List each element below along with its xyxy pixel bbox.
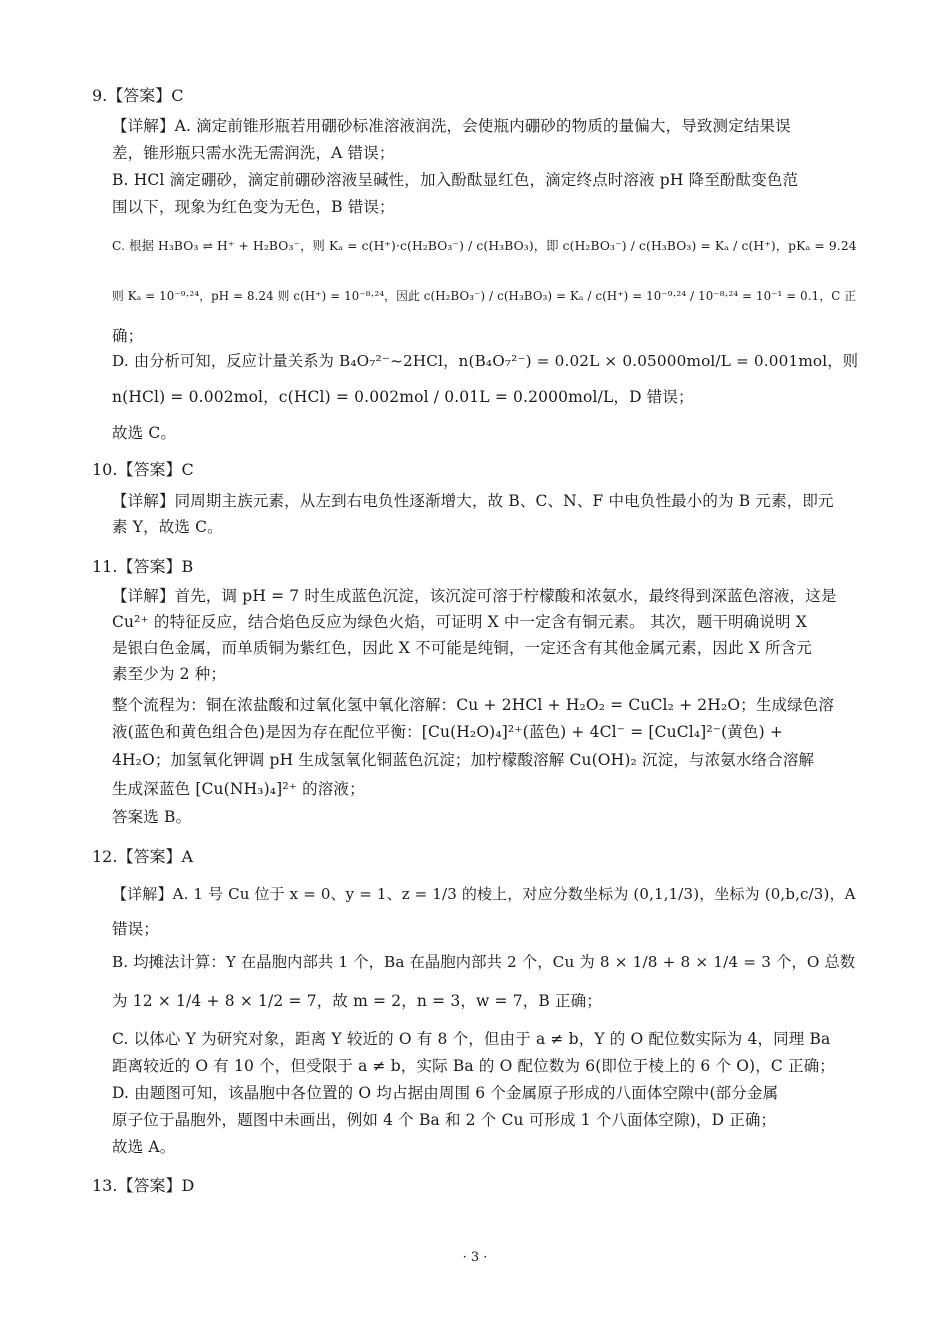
explanation-line: 【详解】同周期主族元素，从左到右电负性逐渐增大，故 B、C、N、F 中电负性最小的为 B 元素，即元 bbox=[112, 492, 834, 510]
formula-line: B. 均摊法计算：Y 在晶胞内部共 1 个，Ba 在晶胞内部共 2 个，Cu 为 8 × 1/8 + 8 × 1/4 = 3 个，O 总数 bbox=[112, 953, 856, 971]
explanation-line: 素 Y，故选 C。 bbox=[112, 518, 223, 536]
answer-heading-q11: 11.【答案】B bbox=[92, 557, 194, 576]
conclusion-line: 故选 A。 bbox=[112, 1138, 176, 1156]
explanation-line: C. 以体心 Y 为研究对象，距离 Y 较近的 O 有 8 个，但由于 a ≠ b，Y 的 O 配位数实际为 4，同理 Ba bbox=[112, 1030, 831, 1048]
explanation-line: 是银白色金属，而单质铜为紫红色，因此 X 不可能是纯铜，一定还含有其他金属元素，因此 X 所含元 bbox=[112, 639, 812, 657]
explanation-line: 【详解】首先，调 pH = 7 时生成蓝色沉淀，该沉淀可溶于柠檬酸和浓氨水，最终得到深蓝色溶液，这是 bbox=[112, 587, 837, 605]
explanation-line: 素至少为 2 种； bbox=[112, 665, 227, 683]
explanation-line: D. 由题图可知，该晶胞中各位置的 O 均占据由周围 6 个金属原子形成的八面体空隙中(部分金属 bbox=[112, 1084, 779, 1102]
explanation-line: 生成深蓝色 [Cu(NH₃)₄]²⁺ 的溶液； bbox=[112, 780, 365, 798]
formula-line: D. 由分析可知，反应计量关系为 B₄O₇²⁻~2HCl，n(B₄O₇²⁻) = 0.02L × 0.05000mol/L = 0.001mol，则 bbox=[112, 352, 859, 370]
explanation-line: 液(蓝色和黄色组合色)是因为存在配位平衡：[Cu(H₂O)₄]²⁺(蓝色) + 4Cl⁻ = [CuCl₄]²⁻(黄色) + bbox=[112, 723, 783, 741]
explanation-line: 错误； bbox=[112, 920, 159, 938]
explanation-line: 4H₂O；加氢氧化钾调 pH 生成氢氧化铜蓝色沉淀；加柠檬酸溶解 Cu(OH)₂ 沉淀，与浓氨水络合溶解 bbox=[112, 751, 815, 769]
formula-line: C. 根据 H₃BO₃ ⇌ H⁺ + H₂BO₃⁻，则 Kₐ = c(H⁺)·c(H₂BO₃⁻) / c(H₃BO₃)，即 c(H₂BO₃⁻) / c(H₃BO₃) = Kₐ / c(H⁺)，pKₐ = 9.24 bbox=[112, 239, 857, 253]
explanation-line: 确； bbox=[112, 327, 144, 345]
answer-heading-q12: 12.【答案】A bbox=[92, 847, 194, 866]
conclusion-line: 故选 C。 bbox=[112, 424, 177, 442]
explanation-line: 整个流程为：铜在浓盐酸和过氧化氢中氧化溶解：Cu + 2HCl + H₂O₂ = CuCl₂ + 2H₂O；生成绿色溶 bbox=[112, 696, 835, 714]
formula-line: 为 12 × 1/4 + 8 × 1/2 = 7，故 m = 2，n = 3，w = 7，B 正确； bbox=[112, 992, 602, 1010]
formula-line: n(HCl) = 0.002mol，c(HCl) = 0.002mol / 0.01L = 0.2000mol/L，D 错误； bbox=[112, 388, 694, 406]
explanation-line: 差，锥形瓶只需水洗无需润洗，A 错误； bbox=[112, 144, 395, 162]
answer-heading-q13: 13.【答案】D bbox=[92, 1176, 195, 1195]
answer-heading-q10: 10.【答案】C bbox=[92, 460, 194, 479]
formula-line: 【详解】A. 1 号 Cu 位于 x = 0、y = 1、z = 1/3 的棱上，对应分数坐标为 (0,1,1/3)，坐标为 (0,b,c/3)，A bbox=[112, 885, 856, 903]
explanation-line: 原子位于晶胞外，题图中未画出，例如 4 个 Ba 和 2 个 Cu 可形成 1 个八面体空隙)，D 正确； bbox=[112, 1111, 777, 1129]
answer-heading-q9: 9.【答案】C bbox=[92, 86, 184, 105]
formula-line: 则 Kₐ = 10⁻⁹·²⁴，pH = 8.24 则 c(H⁺) = 10⁻⁸·²⁴，因此 c(H₂BO₃⁻) / c(H₃BO₃) = Kₐ / c(H⁺) = 10⁻⁹·²⁴ / 10⁻⁸·²⁴ = 10⁻¹ = 0.1，C 正 bbox=[112, 289, 857, 303]
explanation-line: 围以下，现象为红色变为无色，B 错误； bbox=[112, 198, 395, 216]
page-number: · 3 · bbox=[462, 1250, 488, 1265]
explanation-line: B. HCl 滴定硼砂，滴定前硼砂溶液呈碱性，加入酚酞显红色，滴定终点时溶液 pH 降至酚酞变色范 bbox=[112, 171, 799, 189]
explanation-line: 【详解】A. 滴定前锥形瓶若用硼砂标准溶液润洗，会使瓶内硼砂的物质的量偏大，导致测定结果误 bbox=[112, 117, 791, 135]
explanation-line: 距离较近的 O 有 10 个，但受限于 a ≠ b，实际 Ba 的 O 配位数为 6(即位于棱上的 6 个 O)，C 正确； bbox=[112, 1057, 835, 1075]
explanation-line: Cu²⁺ 的特征反应，结合焰色反应为绿色火焰，可证明 X 中一定含有铜元素。 其次，题干明确说明 X bbox=[112, 613, 807, 631]
conclusion-line: 答案选 B。 bbox=[112, 808, 192, 826]
